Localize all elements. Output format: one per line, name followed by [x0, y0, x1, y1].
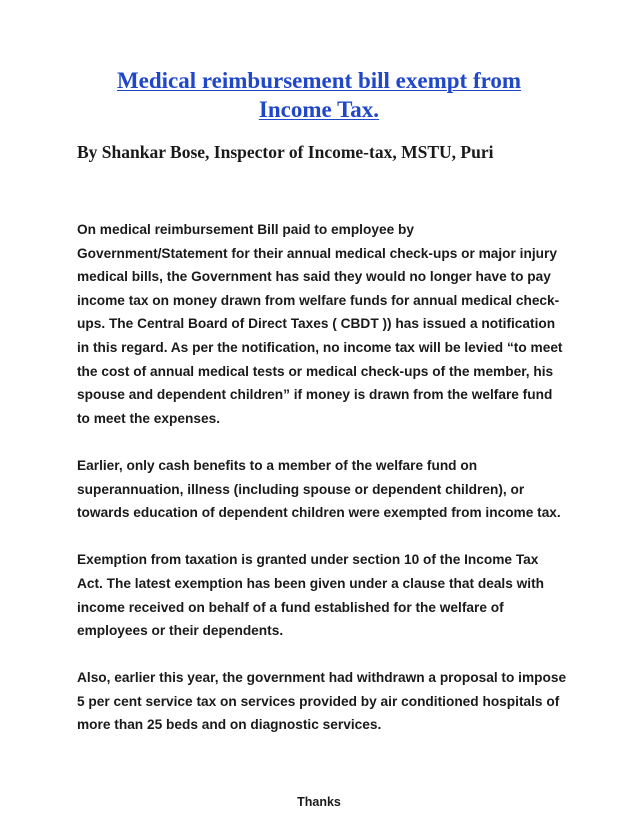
article-body: [77, 218, 567, 761]
paragraph-section-10: Exemption from taxation is granted under section 10 of the Income Tax Act. The latest exemption has been given under a clause that deals with income received on behalf of a fund established for the welfare of employees or their dependents.: [77, 552, 545, 639]
byline: By Shankar Bose, Inspector of Income-tax, MSTU, Puri: [77, 142, 494, 162]
article-title-line-2: Income Tax.: [258, 97, 380, 122]
paragraph-earlier-benefits: Earlier, only cash benefits to a member of the welfare fund on superannuation, illness (including spouse or dependent children), or towards education of dependent children were exempted from income tax.: [77, 457, 561, 521]
article-title: [70, 66, 568, 124]
article-title-line-1: Medical reimbursement bill exempt from: [116, 68, 522, 93]
closing-thanks: Thanks: [297, 795, 341, 809]
paragraph-intro: On medical reimbursement Bill paid to employee by Government/Statement for their annual medical check-ups or major injury medical bills, the Government has said they would no longer have to pay income tax on money drawn from welfare funds for annual medical check-ups. The Central Board of Direct Taxes ( CBDT )) has issued a notification in this regard. As per the notification, no income tax will be levied “to meet the cost of annual medical tests or medical check-ups of the member, his spouse and dependent children” if money is drawn from the welfare fund to meet the expenses.: [77, 222, 563, 426]
paragraph-service-tax: Also, earlier this year, the government had withdrawn a proposal to impose 5 per cent service tax on services provided by air conditioned hospitals of more than 25 beds and on diagnostic services.: [77, 670, 567, 733]
